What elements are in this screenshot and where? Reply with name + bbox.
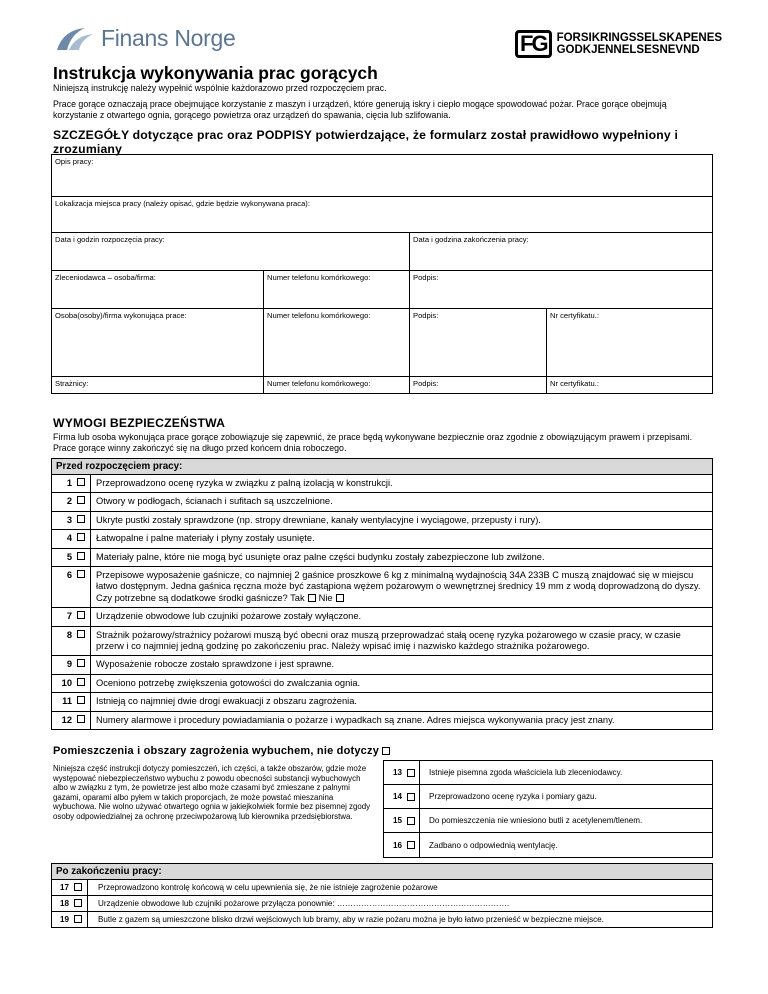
item-number-text: 13 [392,768,402,777]
item-number-text: 18 [59,899,69,908]
before-item-row [52,627,712,657]
before-item-row [52,712,712,729]
cert-label: Nr certyfikatu.: [550,379,599,388]
item-text [91,512,546,529]
fg-logo [515,30,722,58]
item-text [88,912,614,927]
item-text-content: Strażnik pożarowy/strażnicy pożarowi muszą być obecni oraz muszą przeprowadzać stałą ocenę ryzyka pożarowego w czasie pracy, w czasie przerw i co najmniej jedną godzinę po zakończeniu prac. Należy wpisać imię i nazwisko każdego strażnika pożarowego. [96,629,681,652]
item-number [52,896,88,911]
osoba-podpis-field[interactable] [410,309,547,377]
item-checkbox[interactable] [77,478,85,486]
item-text [91,712,620,729]
finans-norge-logo [55,24,235,52]
item-text-content: Istnieje pisemna zgoda właściciela lub zleceniodawcy. [429,768,623,777]
item-number [52,693,91,710]
item-number [52,549,91,566]
item-text-content: Istnieją co najmniej dwie drogi ewakuacji z obszaru zagrożenia. [96,696,357,707]
item-number [52,912,88,927]
before-item-row [52,512,712,530]
before-item-row [52,530,712,548]
item-text [91,656,339,673]
item-text [91,627,712,656]
item-text [91,567,712,607]
nie-checkbox[interactable] [336,594,344,602]
details-form [51,154,713,394]
explosion-table [383,760,713,858]
item-number [52,530,91,547]
item-checkbox[interactable] [77,630,85,638]
item-number [52,512,91,529]
item-number [52,567,91,607]
lokalizacja-label: Lokalizacja miejsca pracy (należy opisać, gdzie będzie wykonywana praca): [55,199,310,208]
explosion-text: Niniejsza część instrukcji dotyczy pomieszczeń, ich części, a także obszarów, gdzie może występować niebezpieczeństwo wybuchu z powodu obecności substancji wybuchowych albo w związku z tym, że powietrze jest albo może czasami być zmieszane z palnymi gazami, oparami albo pyłem w takich proporcjach, że może powstać mieszanina wybuchowa. Nie wolno używać otwartego ognia w jakiejkolwiek formie bez pisemnej zgody osoby odpowiedzialnej za ochronę przeciwpożarową lub kierownika przedsiębiorstwa. [53,764,371,821]
finans-norge-text: Finans Norge [101,24,236,51]
item-text-content: Butle z gazem są umieszczone blisko drzwi wejściowych lub bramy, aby w razie pożaru można je było łatwo przenieść w bezpieczne miejsce. [98,915,604,924]
page-title: Instrukcja wykonywania prac gorących [53,63,378,83]
straznicy-label: Strażnicy: [55,379,89,388]
after-item-row [52,880,712,896]
item-text-content: Zadbano o odpowiednią wentylację. [429,840,558,850]
data-end-label: Data i godzina zakończenia pracy: [413,235,529,244]
item-number-text: 7 [66,611,72,622]
item-number-text: 4 [66,533,72,544]
item-text-content: Do pomieszczenia nie wniesiono butli z acetylenem/tlenem. [429,816,643,825]
item-checkbox[interactable] [77,678,85,686]
zleceniodawca-field[interactable] [52,271,264,309]
item-text-content: Przeprowadzono ocenę ryzyka w związku z palną izolacją w konstrukcji. [96,478,393,488]
item-text-content: Materiały palne, które nie mogą być usunięte oraz palne części budynku zostały zabezpieczone lub zwilżone. [96,551,545,562]
item-number-text: 16 [392,840,402,850]
item-text [91,608,366,625]
item-number [384,761,420,784]
osoba-tel-field[interactable] [264,309,410,377]
item-number-text: 11 [62,696,72,707]
zleceniodawca-tel-field[interactable] [264,271,410,309]
straznicy-tel-field[interactable] [264,377,410,394]
not-applicable-checkbox[interactable] [382,747,390,755]
finans-norge-swoosh-icon [55,24,95,52]
item-number [52,675,91,692]
item-checkbox[interactable] [77,659,85,667]
tel-label: Numer telefonu komórkowego: [267,273,371,282]
nie-label: Nie [318,592,333,603]
tel-label: Numer telefonu komórkowego: [267,379,371,388]
after-item-row [52,912,712,927]
item-number-text: 1 [66,478,72,488]
data-start-label: Data i godzin rozpoczęcia pracy: [55,235,165,244]
before-item-row [52,549,712,567]
item-checkbox[interactable] [77,515,85,523]
lokalizacja-field[interactable] [52,197,713,233]
item-checkbox[interactable] [407,793,415,801]
straznicy-field[interactable] [52,377,264,394]
podpis-label: Podpis: [413,311,439,320]
item-number [384,809,420,832]
item-text [420,841,558,850]
item-number [52,608,91,625]
item-checkbox[interactable] [77,696,85,704]
item-checkbox[interactable] [407,841,415,849]
item-number-text: 17 [59,883,69,892]
explosion-item-row [384,833,712,857]
explosion-item-row [384,809,712,833]
item-checkbox[interactable] [407,769,415,777]
cert-label: Nr certyfikatu.: [550,311,599,320]
details-heading: SZCZEGÓŁY dotyczące prac oraz PODPISY potwierdzające, że formularz został prawidłowo wypełniony i zrozumiany [53,128,679,156]
item-checkbox[interactable] [77,570,85,578]
tel-label: Numer telefonu komórkowego: [267,311,371,320]
item-text [91,549,550,566]
explosion-heading-text: Pomieszczenia i obszary zagrożenia wybuchem, nie dotyczy [53,745,380,757]
item-text-content: Przeprowadzono ocenę ryzyka i pomiary gazu. [429,792,597,801]
explosion-heading [53,744,390,758]
safety-intro: Firma lub osoba wykonująca prace gorące zobowiązuje się zapewnić, że prace będą wykonywane bezpiecznie oraz zgodnie z obowiązującym prawem i przepisami. Prace gorące winny zakończyć się na długo przed końcem dnia roboczego. [53,432,693,453]
fg-mark: FG [515,30,552,58]
item-text-content: Ukryte pustki zostały sprawdzone (np. stropy drewniane, kanały wentylacyjne i wyciągowe, przepusty i rury). [96,514,541,525]
item-number [52,656,91,673]
podpis-label: Podpis: [413,379,439,388]
item-number [52,712,91,729]
item-text-content: Urządzenie obwodowe lub czujniki pożarowe przyłącza ponownie: ………………………………………………………. [98,899,510,908]
before-work-header: Przed rozpoczęciem pracy: [52,459,712,475]
item-checkbox[interactable] [77,496,85,504]
item-text [91,675,365,692]
item-text-content: Łatwopalne i palne materiały i płyny zostały usunięte. [96,533,315,544]
item-number [52,627,91,656]
item-text [91,530,320,547]
item-number [384,833,420,857]
item-text [88,896,519,911]
item-text-content: Wyposażenie robocze zostało sprawdzone i jest sprawne. [96,659,335,670]
before-item-row [52,675,712,693]
item-text-content: Urządzenie obwodowe lub czujniki pożarowe zostały wyłączone. [96,611,362,622]
after-work-header: Po zakończeniu pracy: [52,864,712,880]
item-number [52,475,91,492]
before-item-row [52,567,712,608]
intro-1: Niniejszą instrukcję należy wypełnić wspólnie każdorazowo przed rozpoczęciem prac. [53,83,387,93]
item-text-content: Oceniono potrzebę zwiększenia gotowości do zwalczania ognia. [96,677,361,688]
item-text [420,768,622,777]
item-checkbox[interactable] [77,715,85,723]
opis-field[interactable] [52,155,713,197]
zleceniodawca-label: Zleceniodawca – osoba/firma: [55,273,156,282]
fg-line-1: FORSIKRINGSSELSKAPENES [556,32,723,44]
item-number-text: 2 [66,496,72,507]
item-checkbox[interactable] [74,915,82,923]
item-number-text: 5 [66,551,72,562]
fg-line-2: GODKJENNELSESNEVND [556,44,700,56]
item-number-text: 10 [61,677,72,688]
item-text-content: Przepisowe wyposażenie gaśnicze, co najmniej 2 gaśnice proszkowe 6 kg z minimalną wydajnością 34A 233B C muszą znajdować się w miejscu łatwo dostępnym. Jedna gaśnica ręczna może być zastąpiona wężem pożarowym o wewnętrznej średnicy 19 mm z wodą doprowadzoną do dyszy. Czy potrzebne są dodatkowe środki gaśnicze? Tak [96,570,701,603]
item-text [91,493,338,510]
before-work-table [51,458,713,730]
item-checkbox[interactable] [74,899,82,907]
after-item-row [52,896,712,912]
item-text-content: Otwory w podłogach, ścianach i sufitach są uszczelnione. [96,496,333,507]
podpis-label: Podpis: [413,273,439,282]
item-checkbox[interactable] [77,533,85,541]
item-number [52,493,91,510]
osoba-label: Osoba(osoby)/firma wykonująca prace: [55,311,187,320]
item-number [384,785,420,808]
item-number-text: 6 [66,570,72,581]
after-work-table [51,863,713,928]
item-checkbox[interactable] [74,883,82,891]
explosion-item-row [384,761,712,785]
item-text-content: Numery alarmowe i procedury powiadamiania o pożarze i wypadkach są znane. Adres miejsca wykonywania pracy jest znany. [96,714,615,725]
item-checkbox[interactable] [407,817,415,825]
item-checkbox[interactable] [77,611,85,619]
explosion-item-row [384,785,712,809]
osoba-field[interactable] [52,309,264,377]
before-item-row [52,475,712,493]
item-number-text: 15 [392,816,402,825]
item-text [91,693,362,710]
intro-2: Prace gorące oznaczają prace obejmujące korzystanie z maszyn i urządzeń, które generują iskry i ciepło mogące spowodować pożar. Prace gorące obejmują korzystanie z otwartego ognia, gorącego powietrza oraz urządzeń do spawania, cięcia lub szlifowania. [53,99,667,120]
zleceniodawca-podpis-field[interactable] [410,271,713,309]
osoba-cert-field[interactable] [547,309,713,377]
opis-label: Opis pracy: [55,157,94,166]
straznicy-cert-field[interactable] [547,377,713,394]
before-item-row [52,608,712,626]
item-text [420,816,642,825]
before-item-row [52,493,712,511]
item-checkbox[interactable] [77,552,85,560]
item-number-text: 14 [392,792,402,801]
item-text-content: Przeprowadzono kontrolę końcową w celu upewnienia się, że nie istnieje zagrożenie pożarowe [98,883,438,892]
item-text [88,880,448,895]
item-text [91,475,398,492]
safety-heading: WYMOGI BEZPIECZEŃSTWA [53,416,226,430]
data-end-field[interactable] [410,233,713,271]
before-item-row [52,656,712,674]
item-text [420,792,597,801]
item-number-text: 12 [61,714,72,725]
item-number-text: 3 [66,514,72,525]
item-number-text: 9 [66,659,72,670]
before-item-row [52,693,712,711]
data-start-field[interactable] [52,233,410,271]
item-number [52,880,88,895]
item-number-text: 19 [59,915,69,924]
tak-checkbox[interactable] [308,594,316,602]
item-number-text: 8 [66,629,72,640]
straznicy-podpis-field[interactable] [410,377,547,394]
